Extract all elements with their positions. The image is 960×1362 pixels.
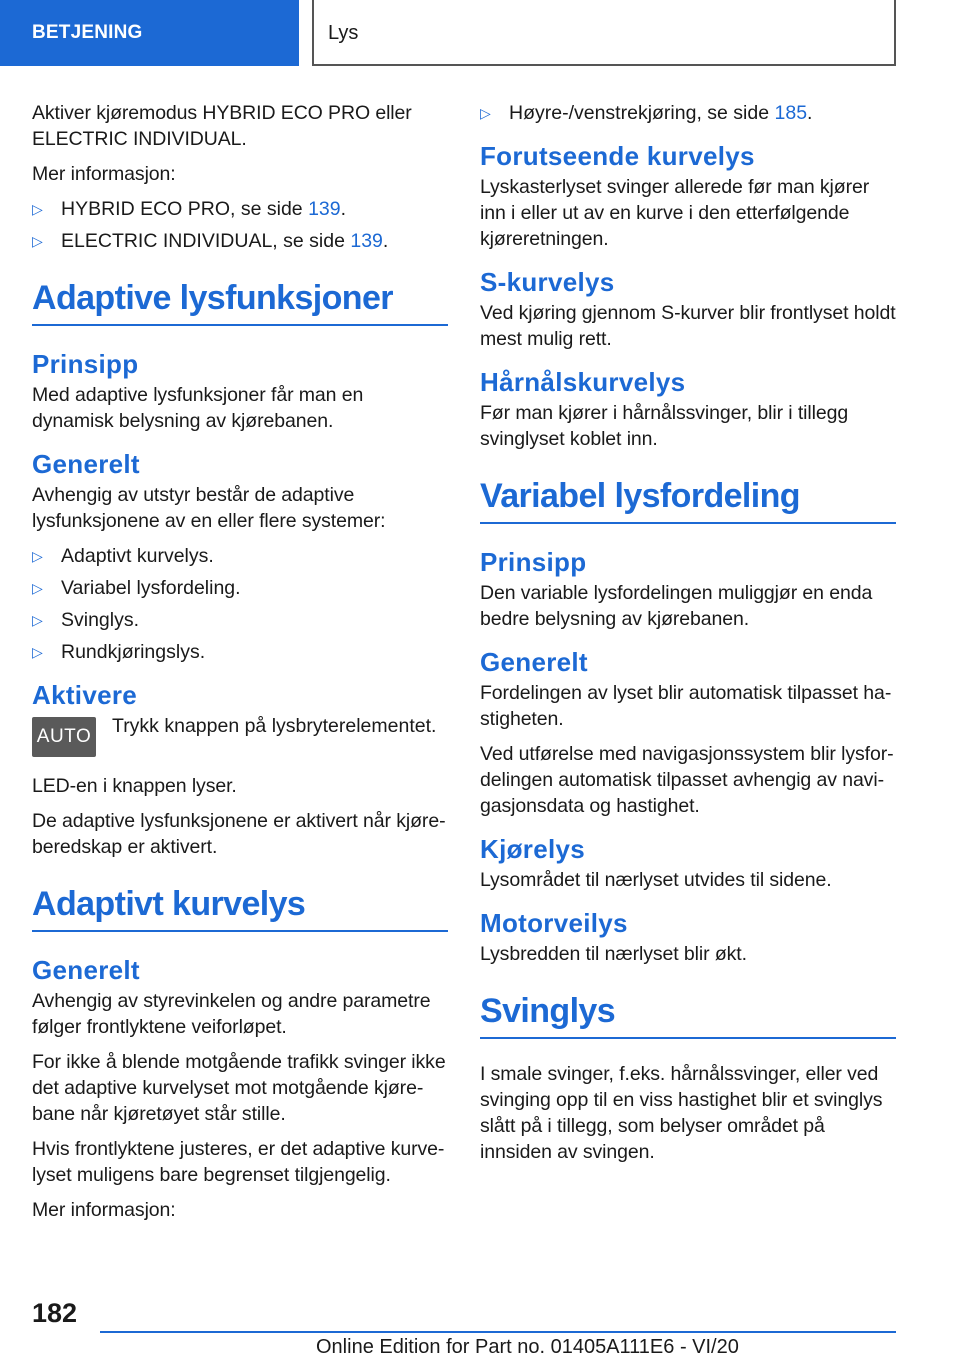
list-item: ▷ Svinglys. — [32, 609, 140, 631]
paragraph: Lyskasterlyset svinger allerede før man kjører inn i eller ut av en kurve i den etterfølgende kjøreretningen. — [480, 176, 870, 250]
auto-instruction — [32, 713, 448, 765]
paragraph: Trykk knappen på lysbryterelementet. — [112, 715, 437, 737]
triangle-bullet-icon: ▷ — [32, 233, 43, 249]
intro-text: Aktiver kjøremodus HYBRID ECO PRO eller ELECTRIC INDIVIDUAL. — [32, 102, 412, 150]
triangle-bullet-icon: ▷ — [32, 548, 43, 564]
paragraph: De adaptive lysfunksjonene er aktivert når kjøreberedskap er aktivert. — [32, 810, 446, 858]
subsection-heading: Prinsipp — [32, 349, 139, 379]
subsection-heading: Aktivere — [32, 680, 138, 710]
subsection-heading: Generelt — [32, 955, 140, 985]
paragraph: LED-en i knappen lyser. — [32, 775, 237, 797]
paragraph: I smale svinger, f.eks. hårnålssvinger, eller ved svinging opp til en viss hastighet blir et svinglys slått på i tillegg, som belyser området på innsiden av svingen. — [480, 1063, 883, 1163]
section-heading: Adaptive lysfunksjoner — [32, 278, 448, 326]
paragraph: Med adaptive lysfunksjoner får man en dynamisk belysning av kjørebanen. — [32, 384, 364, 432]
subsection-heading: Forutseende kurvelys — [480, 141, 755, 171]
triangle-bullet-icon: ▷ — [32, 612, 43, 628]
left-column — [32, 100, 448, 1232]
subsection-heading: Kjørelys — [480, 834, 586, 864]
triangle-bullet-icon: ▷ — [32, 644, 43, 660]
paragraph: Hvis frontlyktene justeres, er det adaptive kurvelyset muligens bare begrenset tilgjengelig. — [32, 1138, 445, 1186]
reference-list — [480, 100, 896, 126]
subsection-heading: Motorveilys — [480, 908, 628, 938]
more-info-label: Mer informasjon: — [32, 1199, 176, 1221]
paragraph: Før man kjører i hårnålssvinger, blir i tillegg svinglyset koblet inn. — [480, 402, 849, 450]
page-number: 182 — [32, 1298, 78, 1328]
paragraph: Den variable lysfordelingen muliggjør en enda bedre belysning av kjørebanen. — [480, 582, 873, 630]
triangle-bullet-icon: ▷ — [32, 580, 43, 596]
triangle-bullet-icon: ▷ — [480, 105, 491, 121]
more-info-label: Mer informasjon: — [32, 163, 176, 185]
subsection-heading: Generelt — [32, 449, 140, 479]
subsection-heading: Prinsipp — [480, 547, 587, 577]
page-link[interactable]: 139 — [350, 230, 383, 252]
section-heading: Variabel lysfordeling — [480, 476, 896, 524]
list-item: ▷ HYBRID ECO PRO, se side 139. — [32, 198, 347, 220]
list-item: ▷ ELECTRIC INDIVIDUAL, se side 139. — [32, 230, 389, 252]
right-column — [480, 100, 896, 1174]
auto-button-icon: AUTO — [32, 717, 96, 757]
chapter-title: Lys — [312, 0, 896, 66]
paragraph: For ikke å blende motgående trafikk svinger ikke det adaptive kurvelyset mot motgående kjørebane når kjøretøyet står stille. — [32, 1051, 446, 1125]
list-item: ▷ Rundkjøringslys. — [32, 641, 206, 663]
paragraph: Avhengig av utstyr består de adaptive lysfunksjonene av en eller flere systemer: — [32, 484, 386, 532]
triangle-bullet-icon: ▷ — [32, 201, 43, 217]
list-item: ▷ Adaptivt kurvelys. — [32, 545, 214, 567]
page-link[interactable]: 185 — [774, 102, 808, 124]
paragraph: Lysbredden til nærlyset blir økt. — [480, 943, 747, 965]
list-item: ▷ Variabel lysfordeling. — [32, 577, 241, 599]
systems-list — [32, 543, 448, 665]
reference-list — [32, 196, 448, 254]
page-header — [0, 0, 960, 66]
paragraph: Lysområdet til nærlyset utvides til sidene. — [480, 869, 832, 891]
section-heading: Svinglys — [480, 991, 896, 1039]
edition-text: Online Edition for Part no. 01405A111E6 - VI/20 — [316, 1336, 739, 1358]
subsection-heading: Generelt — [480, 647, 588, 677]
subsection-heading: Hårnålskurvelys — [480, 367, 686, 397]
section-label: BETJENING — [0, 0, 299, 66]
list-item: ▷ Høyre-/venstrekjøring, se side 185. — [480, 102, 813, 124]
paragraph: Fordelingen av lyset blir automatisk tilpasset hastigheten. — [480, 682, 892, 730]
paragraph: Ved utførelse med navigasjonssystem blir lysfordelingen automatisk tilpasset avhengig av navigasjonsdata og hastighet. — [480, 743, 894, 817]
section-heading: Adaptivt kurvelys — [32, 884, 448, 932]
footer-divider — [100, 1331, 896, 1333]
subsection-heading: S-kurvelys — [480, 267, 615, 297]
page-link[interactable]: 139 — [308, 198, 341, 220]
paragraph: Ved kjøring gjennom S-kurver blir frontlyset holdt mest mulig rett. — [480, 302, 896, 350]
paragraph: Avhengig av styrevinkelen og andre parametre følger frontlyktene veiforløpet. — [32, 990, 431, 1038]
